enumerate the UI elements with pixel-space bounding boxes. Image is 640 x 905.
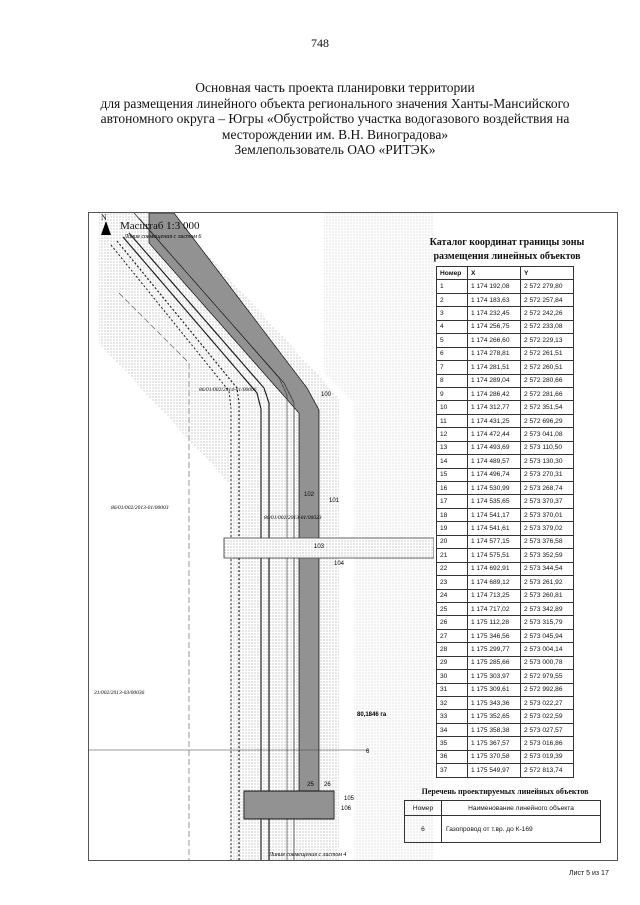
table-cell: 21 bbox=[437, 549, 468, 562]
north-label: N bbox=[101, 213, 107, 222]
table-cell: 10 bbox=[437, 401, 468, 414]
table-cell: 13 bbox=[437, 441, 468, 454]
title-line-3: автономного округа – Югры «Обустройство участка водогазового воздействия на bbox=[100, 111, 570, 126]
table-row bbox=[437, 334, 574, 347]
table-cell: 2 572 233,08 bbox=[521, 320, 574, 333]
table-row bbox=[437, 670, 574, 683]
objects-title: Перечень проектируемых линейных объектов bbox=[421, 787, 589, 796]
table-cell: 1 174 192,08 bbox=[468, 280, 521, 293]
table-cell: 2 573 260,81 bbox=[521, 589, 574, 602]
table-row bbox=[437, 482, 574, 495]
table-cell: 14 bbox=[437, 455, 468, 468]
parcel-label: 86/01/002/2013-01/00003 bbox=[111, 505, 169, 511]
table-cell: 2 573 270,31 bbox=[521, 468, 574, 481]
table-row bbox=[437, 468, 574, 481]
table-cell: 1 174 493,69 bbox=[468, 441, 521, 454]
table-cell: 8 bbox=[437, 374, 468, 387]
table-cell: 1 174 489,57 bbox=[468, 455, 521, 468]
table-cell: 1 174 431,25 bbox=[468, 414, 521, 427]
table-cell: 2 573 045,94 bbox=[521, 629, 574, 642]
table-cell: 2 573 344,54 bbox=[521, 562, 574, 575]
table-cell: 34 bbox=[437, 723, 468, 736]
table-cell: 2 573 027,57 bbox=[521, 723, 574, 736]
table-cell: 2 573 376,58 bbox=[521, 535, 574, 548]
sheet-number: Лист 5 из 17 bbox=[569, 870, 609, 877]
table-cell: 12 bbox=[437, 428, 468, 441]
table-cell: 1 174 713,25 bbox=[468, 589, 521, 602]
table-cell: 2 573 016,86 bbox=[521, 737, 574, 750]
title-line-4: месторождении им. В.Н. Виноградова» bbox=[221, 126, 449, 142]
table-cell: 4 bbox=[437, 320, 468, 333]
table-cell: 20 bbox=[437, 535, 468, 548]
table-cell: 2 573 315,79 bbox=[521, 616, 574, 629]
parcel-label: 31/002/2013-03/00036 bbox=[94, 690, 145, 696]
table-row bbox=[437, 643, 574, 656]
table-cell: 2 573 379,02 bbox=[521, 522, 574, 535]
table-row bbox=[437, 522, 574, 535]
table-cell: 2 573 130,30 bbox=[521, 455, 574, 468]
title-line-1: Основная часть проекта планировки территории bbox=[195, 80, 475, 95]
table-cell: 27 bbox=[437, 629, 468, 642]
title-line-5: Землепользователь ОАО «РИТЭК» bbox=[234, 142, 436, 157]
table-row bbox=[437, 750, 574, 763]
table-cell: 2 573 000,78 bbox=[521, 656, 574, 669]
table-row bbox=[437, 508, 574, 521]
table-cell: 11 bbox=[437, 414, 468, 427]
table-cell: 18 bbox=[437, 508, 468, 521]
col-number: Номер bbox=[437, 267, 468, 280]
table-cell: 2 572 281,66 bbox=[521, 387, 574, 400]
table-cell: 1 bbox=[437, 280, 468, 293]
parcel-label: 86/01/002/2013-01/00023 bbox=[264, 515, 322, 521]
table-cell: 17 bbox=[437, 495, 468, 508]
table-row bbox=[437, 723, 574, 736]
table-cell: 1 174 717,02 bbox=[468, 602, 521, 615]
table-row bbox=[437, 441, 574, 454]
table-cell: 35 bbox=[437, 737, 468, 750]
table-cell: 1 174 266,60 bbox=[468, 334, 521, 347]
table-cell: 1 174 232,45 bbox=[468, 307, 521, 320]
table-cell: 2 572 979,55 bbox=[521, 670, 574, 683]
area-label: 80,1846 га bbox=[357, 712, 387, 718]
table-cell: 24 bbox=[437, 589, 468, 602]
table-cell: 1 175 285,66 bbox=[468, 656, 521, 669]
table-row bbox=[437, 320, 574, 333]
table-cell: 1 174 286,42 bbox=[468, 387, 521, 400]
table-cell: 2 572 351,54 bbox=[521, 401, 574, 414]
table-cell: 2 573 004,14 bbox=[521, 643, 574, 656]
catalog-title: Каталог координат границы зоны размещения линейных объектов bbox=[429, 237, 585, 262]
table-row bbox=[437, 562, 574, 575]
obj-col-number: Номер bbox=[405, 801, 442, 816]
table-cell: 1 175 309,61 bbox=[468, 683, 521, 696]
table-cell: 31 bbox=[437, 683, 468, 696]
parcel-area-right bbox=[324, 213, 434, 860]
table-cell: 1 174 496,74 bbox=[468, 468, 521, 481]
table-row: 6 Газопровод от т.вр. до К-169 bbox=[405, 816, 601, 843]
table-cell: 2 573 268,74 bbox=[521, 482, 574, 495]
table-cell: 2 573 022,59 bbox=[521, 710, 574, 723]
table-cell: 2 572 229,13 bbox=[521, 334, 574, 347]
point-label: 25 bbox=[307, 782, 314, 788]
table-row bbox=[437, 361, 574, 374]
point-label: 105 bbox=[344, 796, 355, 802]
table-cell: 1 175 352,65 bbox=[468, 710, 521, 723]
table-cell: 1 174 575,51 bbox=[468, 549, 521, 562]
title-line-2: для размещения линейного объекта регионального значения Ханты-Мансийского bbox=[100, 95, 570, 111]
table-row bbox=[437, 495, 574, 508]
table-cell: 2 573 352,59 bbox=[521, 549, 574, 562]
point-label: 102 bbox=[304, 492, 315, 498]
point-label: 103 bbox=[314, 544, 325, 550]
table-cell: 25 bbox=[437, 602, 468, 615]
table-cell: 1 174 530,99 bbox=[468, 482, 521, 495]
table-cell: 1 175 549,97 bbox=[468, 764, 521, 777]
table-cell: 2 572 696,29 bbox=[521, 414, 574, 427]
table-cell: 16 bbox=[437, 482, 468, 495]
match-line-top: Линия совмещения с листом 6 bbox=[124, 234, 202, 240]
table-cell: 1 174 256,75 bbox=[468, 320, 521, 333]
table-row bbox=[437, 602, 574, 615]
document-title bbox=[90, 80, 580, 158]
table-cell: 2 573 110,50 bbox=[521, 441, 574, 454]
table-cell: 1 175 112,28 bbox=[468, 616, 521, 629]
table-cell: 15 bbox=[437, 468, 468, 481]
table-row bbox=[437, 683, 574, 696]
point-label: 6 bbox=[366, 749, 370, 755]
table-row bbox=[437, 347, 574, 360]
table-cell: 2 572 242,26 bbox=[521, 307, 574, 320]
table-cell: 2 573 019,39 bbox=[521, 750, 574, 763]
table-cell: 2 573 342,89 bbox=[521, 602, 574, 615]
point-label: 106 bbox=[341, 806, 352, 812]
table-cell: 2 573 261,92 bbox=[521, 576, 574, 589]
table-cell: 2 573 041,08 bbox=[521, 428, 574, 441]
table-row bbox=[437, 764, 574, 777]
table-cell: 2 573 370,37 bbox=[521, 495, 574, 508]
table-row bbox=[437, 549, 574, 562]
site-plan-map bbox=[89, 213, 434, 860]
table-cell: 1 174 541,61 bbox=[468, 522, 521, 535]
table-cell: 2 572 992,86 bbox=[521, 683, 574, 696]
table-cell: 9 bbox=[437, 387, 468, 400]
table-row bbox=[437, 428, 574, 441]
table-row bbox=[437, 616, 574, 629]
table-cell: 1 174 577,15 bbox=[468, 535, 521, 548]
cross-road bbox=[224, 538, 434, 558]
table-cell: 5 bbox=[437, 334, 468, 347]
table-cell: 1 174 689,12 bbox=[468, 576, 521, 589]
page-number: 748 bbox=[311, 36, 329, 50]
table-row bbox=[437, 414, 574, 427]
map-scale: Масштаб 1:3 000 bbox=[120, 220, 200, 232]
point-label: 100 bbox=[321, 392, 332, 398]
table-cell: 1 174 278,81 bbox=[468, 347, 521, 360]
table-row bbox=[437, 455, 574, 468]
table-cell: 1 175 303,97 bbox=[468, 670, 521, 683]
table-row bbox=[437, 656, 574, 669]
table-row bbox=[437, 293, 574, 306]
table-cell: 2 572 260,51 bbox=[521, 361, 574, 374]
col-x: X bbox=[468, 267, 521, 280]
table-cell: 2 572 280,66 bbox=[521, 374, 574, 387]
table-cell: 28 bbox=[437, 643, 468, 656]
table-row bbox=[437, 307, 574, 320]
point-label: 26 bbox=[324, 782, 331, 788]
table-cell: 1 174 289,04 bbox=[468, 374, 521, 387]
table-cell: 22 bbox=[437, 562, 468, 575]
table-cell: 1 175 346,56 bbox=[468, 629, 521, 642]
table-cell: 36 bbox=[437, 750, 468, 763]
table-row bbox=[437, 374, 574, 387]
table-cell: 1 174 312,77 bbox=[468, 401, 521, 414]
table-cell: 1 175 370,58 bbox=[468, 750, 521, 763]
table-cell: 37 bbox=[437, 764, 468, 777]
objects-table bbox=[404, 800, 601, 843]
table-row bbox=[437, 535, 574, 548]
table-cell: 1 174 535,65 bbox=[468, 495, 521, 508]
table-cell: 23 bbox=[437, 576, 468, 589]
table-cell: 1 174 472,44 bbox=[468, 428, 521, 441]
table-cell: 32 bbox=[437, 697, 468, 710]
table-cell: 33 bbox=[437, 710, 468, 723]
table-row bbox=[437, 629, 574, 642]
table-cell: 1 174 541,17 bbox=[468, 508, 521, 521]
point-label: 104 bbox=[334, 561, 345, 567]
table-cell: 30 bbox=[437, 670, 468, 683]
parcel-label: 86/01/002/2014-01/00066 bbox=[199, 387, 257, 393]
match-line-bottom: Линия совмещения с листом 4 bbox=[269, 852, 347, 858]
table-row bbox=[437, 589, 574, 602]
table-cell: 6 bbox=[437, 347, 468, 360]
point-label: 101 bbox=[329, 498, 340, 504]
table-cell: 1 175 343,36 bbox=[468, 697, 521, 710]
table-cell: 1 175 299,77 bbox=[468, 643, 521, 656]
table-cell: 7 bbox=[437, 361, 468, 374]
table-cell: 29 bbox=[437, 656, 468, 669]
table-cell: 2 572 813,74 bbox=[521, 764, 574, 777]
table-row bbox=[437, 401, 574, 414]
table-row bbox=[437, 697, 574, 710]
table-cell: 2 573 370,01 bbox=[521, 508, 574, 521]
table-cell: 2 572 257,84 bbox=[521, 293, 574, 306]
table-row bbox=[437, 280, 574, 293]
table-cell: 26 bbox=[437, 616, 468, 629]
table-cell: 1 174 692,91 bbox=[468, 562, 521, 575]
col-y: Y bbox=[521, 267, 574, 280]
table-cell: 2 bbox=[437, 293, 468, 306]
facility-box bbox=[244, 791, 334, 819]
table-cell: 1 174 183,63 bbox=[468, 293, 521, 306]
coordinate-table bbox=[436, 266, 574, 778]
table-row bbox=[437, 737, 574, 750]
table-cell: 1 174 281,51 bbox=[468, 361, 521, 374]
obj-col-name: Наименование линейного объекта bbox=[442, 801, 601, 816]
table-cell: 2 573 022,27 bbox=[521, 697, 574, 710]
table-cell: 2 572 279,80 bbox=[521, 280, 574, 293]
table-cell: 1 175 367,57 bbox=[468, 737, 521, 750]
table-cell: 19 bbox=[437, 522, 468, 535]
table-cell: 1 175 358,38 bbox=[468, 723, 521, 736]
table-cell: 2 572 261,51 bbox=[521, 347, 574, 360]
table-row bbox=[437, 576, 574, 589]
table-row bbox=[437, 710, 574, 723]
table-row bbox=[437, 387, 574, 400]
table-cell: 3 bbox=[437, 307, 468, 320]
